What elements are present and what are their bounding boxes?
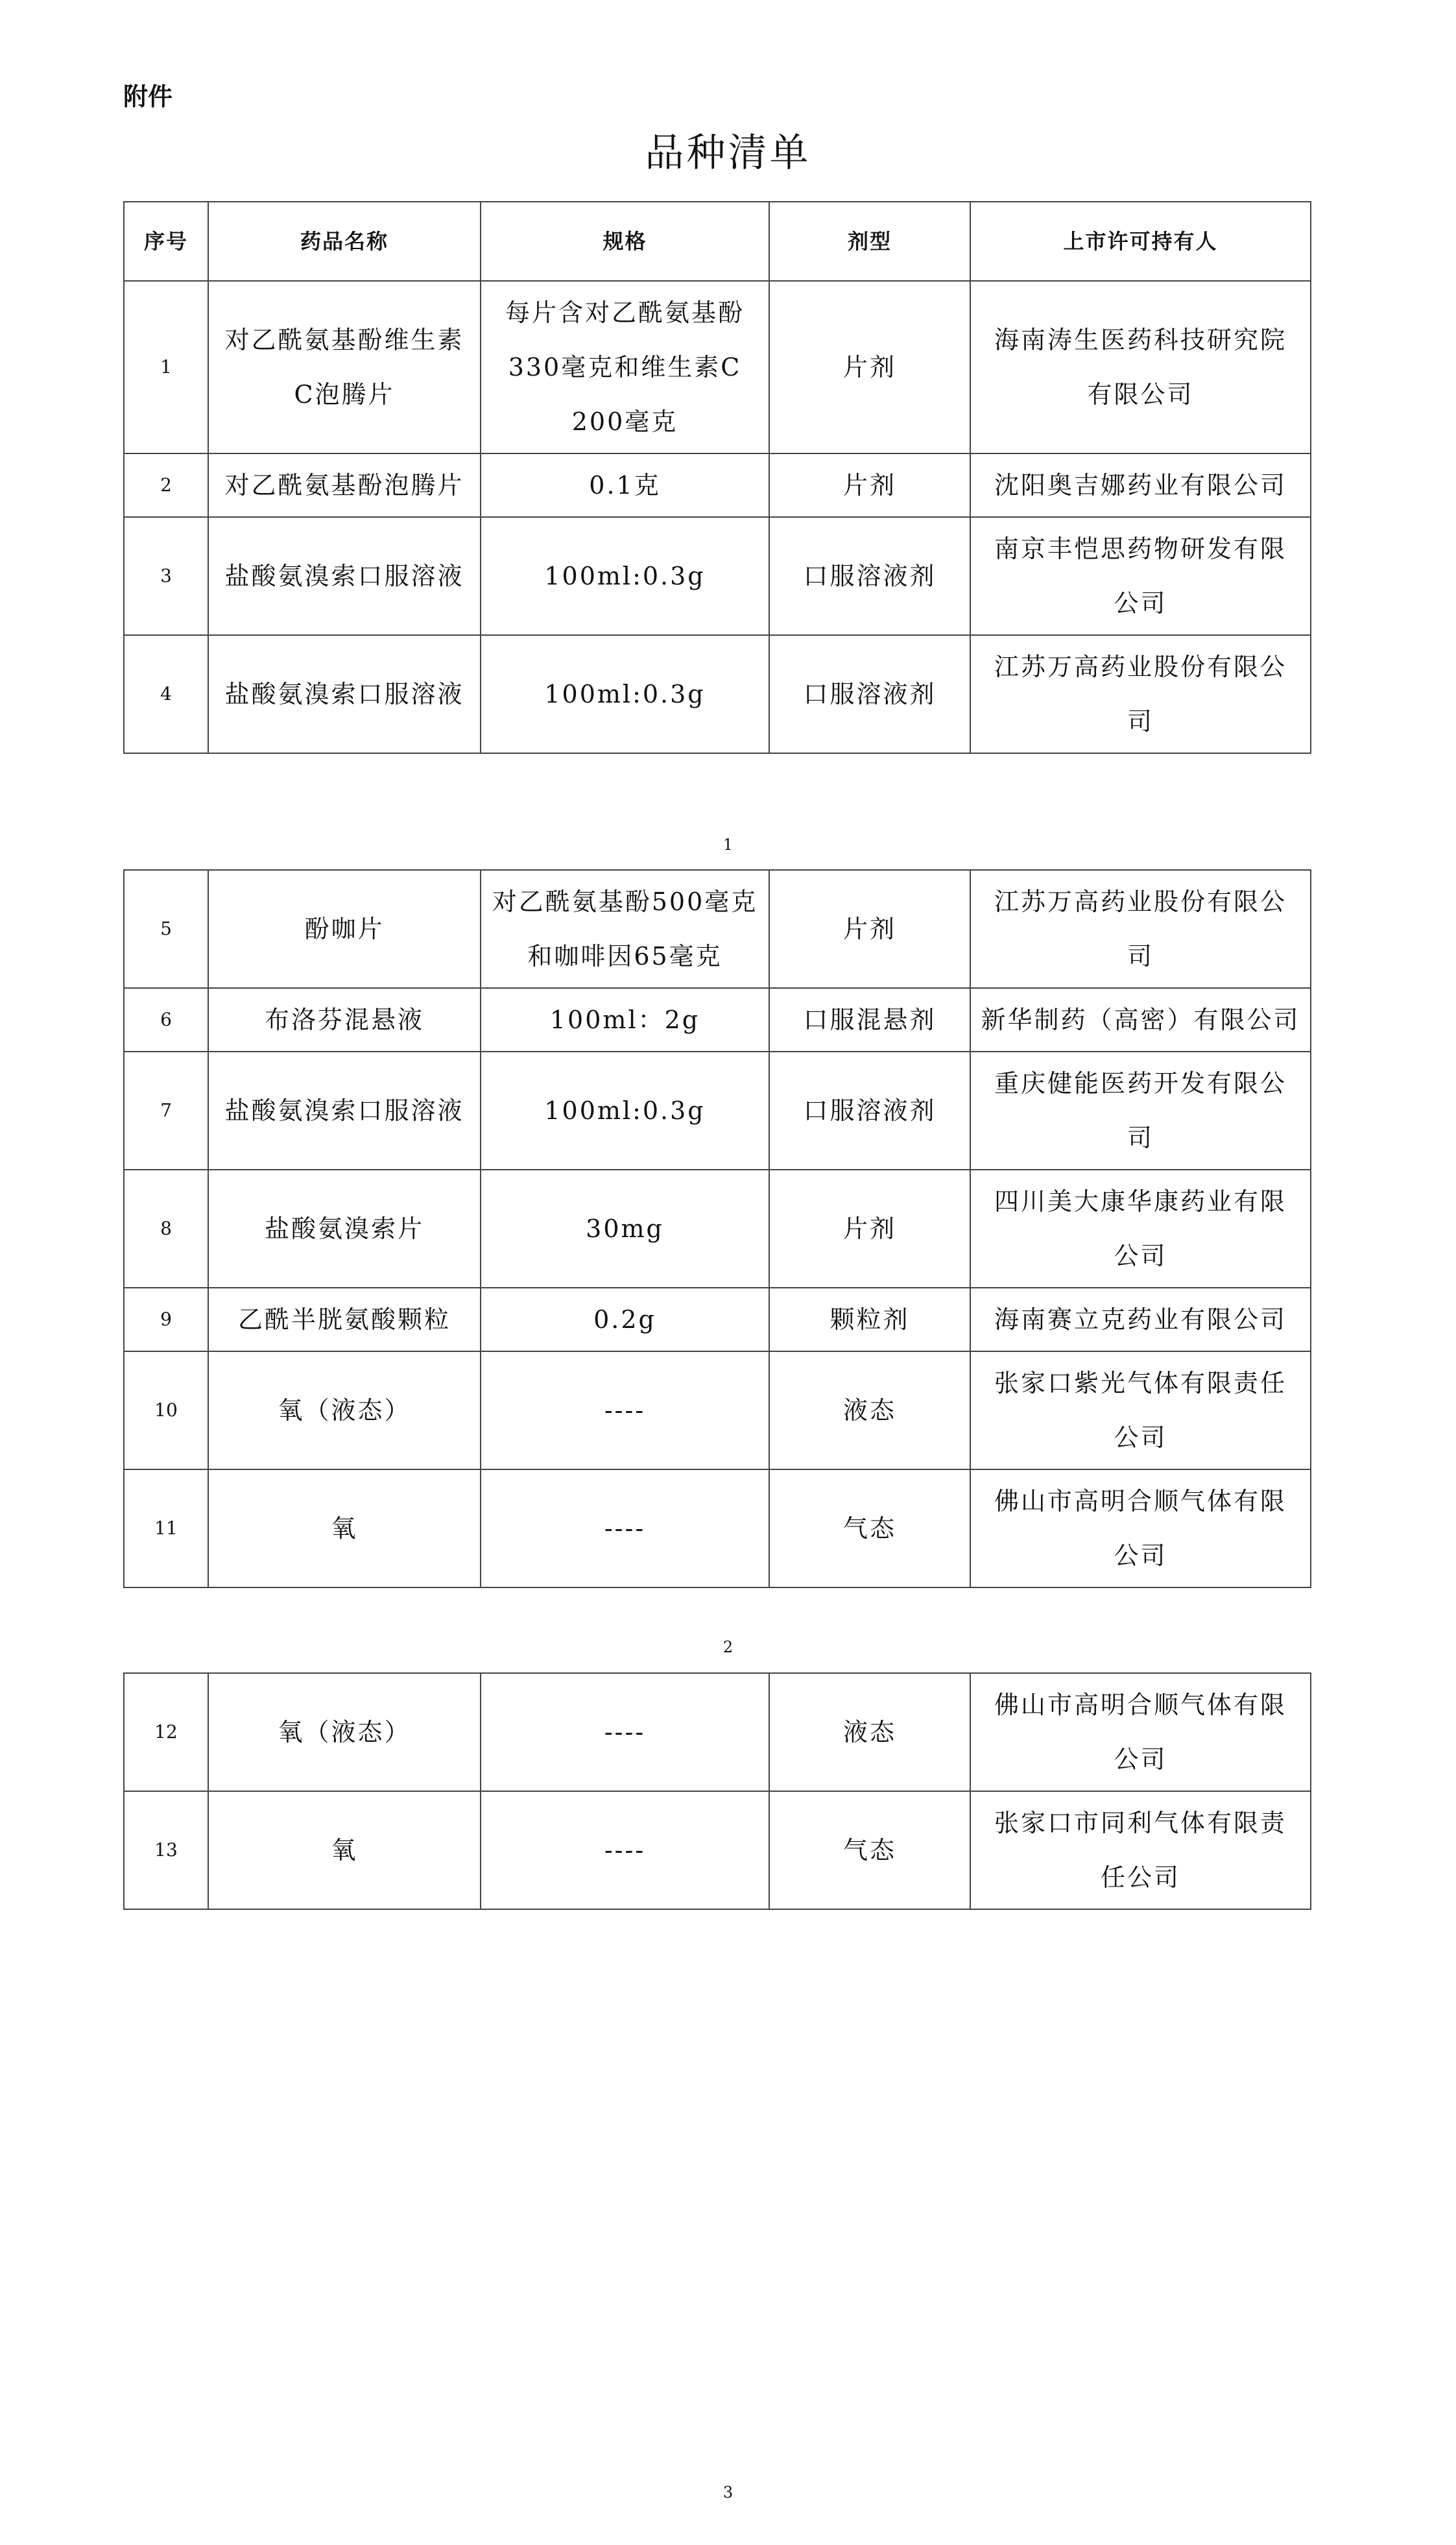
cell-line: 江苏万高药业股份有限公 bbox=[994, 653, 1287, 681]
cell-line: 佛山市高明合顺气体有限 bbox=[994, 1487, 1287, 1515]
cell-line: 颗粒剂 bbox=[829, 1305, 910, 1334]
cell-line: 100ml：2g bbox=[549, 1006, 700, 1034]
cell-spec bbox=[481, 517, 769, 635]
table-row bbox=[124, 1052, 1311, 1170]
cell-spec bbox=[481, 1288, 769, 1351]
cell-line: 张家口紫光气体有限责任 bbox=[994, 1369, 1287, 1397]
cell-line: 司 bbox=[1127, 1124, 1154, 1152]
cell-line: 重庆健能医药开发有限公 bbox=[994, 1069, 1287, 1098]
cell-dosage-form bbox=[769, 988, 970, 1052]
cell-holder bbox=[970, 1791, 1311, 1909]
cell-spec bbox=[481, 1469, 769, 1587]
cell-holder bbox=[970, 517, 1311, 635]
cell-line: 片剂 bbox=[842, 1214, 896, 1243]
cell-line: 氧 bbox=[331, 1836, 358, 1864]
cell-no: 6 bbox=[124, 988, 208, 1052]
cell-drug-name bbox=[208, 1170, 481, 1288]
header-drug-name: 药品名称 bbox=[208, 202, 481, 281]
cell-holder bbox=[970, 1052, 1311, 1170]
table-row bbox=[124, 635, 1311, 753]
header-spec: 规格 bbox=[481, 202, 769, 281]
cell-line: 口服混悬剂 bbox=[803, 1006, 937, 1034]
cell-holder bbox=[970, 988, 1311, 1052]
table-row bbox=[124, 517, 1311, 635]
cell-line: 司 bbox=[1127, 707, 1154, 736]
cell-dosage-form bbox=[769, 1351, 970, 1469]
cell-drug-name bbox=[208, 1469, 481, 1587]
cell-line: 酚咖片 bbox=[304, 915, 385, 943]
table-header-row bbox=[124, 202, 1311, 281]
cell-no: 8 bbox=[124, 1170, 208, 1288]
cell-dosage-form bbox=[769, 1469, 970, 1587]
page-title: 品种清单 bbox=[645, 130, 811, 176]
cell-line: 有限公司 bbox=[1087, 380, 1194, 409]
cell-no: 12 bbox=[124, 1673, 208, 1791]
cell-drug-name bbox=[208, 1052, 481, 1170]
cell-line: 每片含对乙酰氨基酚 bbox=[505, 298, 745, 327]
cell-line: 新华制药（高密）有限公司 bbox=[981, 1006, 1300, 1034]
table-row bbox=[124, 281, 1311, 453]
cell-line: 片剂 bbox=[842, 471, 896, 500]
cell-line: 口服溶液剂 bbox=[803, 1096, 937, 1125]
cell-drug-name bbox=[208, 1288, 481, 1351]
cell-drug-name bbox=[208, 1791, 481, 1909]
cell-line: 对乙酰氨基酚泡腾片 bbox=[224, 471, 464, 500]
cell-line: 氧 bbox=[331, 1514, 358, 1543]
cell-dosage-form bbox=[769, 870, 970, 988]
cell-line: 气态 bbox=[842, 1836, 896, 1864]
cell-dosage-form bbox=[769, 453, 970, 517]
cell-line: 和咖啡因65毫克 bbox=[527, 942, 722, 971]
cell-line: 口服溶液剂 bbox=[803, 562, 937, 590]
cell-line: 100ml:0.3g bbox=[544, 1096, 706, 1125]
cell-holder bbox=[970, 1288, 1311, 1351]
cell-holder bbox=[970, 1170, 1311, 1288]
cell-no: 10 bbox=[124, 1351, 208, 1469]
cell-spec bbox=[481, 281, 769, 453]
cell-dosage-form bbox=[769, 635, 970, 753]
cell-line: 海南赛立克药业有限公司 bbox=[994, 1305, 1287, 1334]
cell-no: 1 bbox=[124, 281, 208, 453]
cell-dosage-form bbox=[769, 1673, 970, 1791]
cell-line: ---- bbox=[604, 1514, 646, 1543]
cell-line: 公司 bbox=[1114, 1242, 1167, 1270]
cell-line: 四川美大康华康药业有限 bbox=[994, 1187, 1287, 1216]
cell-spec bbox=[481, 453, 769, 517]
cell-line: 公司 bbox=[1114, 1423, 1167, 1452]
cell-line: 任公司 bbox=[1100, 1863, 1180, 1892]
table-row bbox=[124, 870, 1311, 988]
cell-line: ---- bbox=[604, 1396, 646, 1425]
cell-line: 200毫克 bbox=[571, 407, 678, 436]
cell-spec bbox=[481, 870, 769, 988]
table-row bbox=[124, 1170, 1311, 1288]
cell-dosage-form bbox=[769, 1052, 970, 1170]
cell-dosage-form bbox=[769, 1288, 970, 1351]
cell-drug-name bbox=[208, 281, 481, 453]
page-number: 1 bbox=[722, 836, 734, 854]
cell-line: ---- bbox=[604, 1718, 646, 1746]
cell-drug-name bbox=[208, 988, 481, 1052]
cell-drug-name bbox=[208, 1673, 481, 1791]
varieties-table-page-1 bbox=[123, 201, 1311, 754]
cell-line: 佛山市高明合顺气体有限 bbox=[994, 1691, 1287, 1719]
cell-line: 公司 bbox=[1114, 589, 1167, 618]
cell-holder bbox=[970, 1351, 1311, 1469]
cell-holder bbox=[970, 870, 1311, 988]
cell-spec bbox=[481, 1673, 769, 1791]
cell-line: 对乙酰氨基酚维生素 bbox=[224, 326, 464, 354]
cell-line: 公司 bbox=[1114, 1541, 1167, 1570]
attachment-label: 附件 bbox=[123, 82, 173, 111]
cell-line: 氧（液态） bbox=[278, 1396, 411, 1425]
cell-line: 张家口市同利气体有限责 bbox=[994, 1809, 1287, 1837]
cell-line: 气态 bbox=[842, 1514, 896, 1543]
cell-line: 对乙酰氨基酚500毫克 bbox=[492, 887, 758, 916]
cell-spec bbox=[481, 1791, 769, 1909]
cell-line: 100ml:0.3g bbox=[544, 680, 706, 708]
cell-line: 片剂 bbox=[842, 915, 896, 943]
cell-drug-name bbox=[208, 635, 481, 753]
table-row bbox=[124, 1469, 1311, 1587]
cell-spec bbox=[481, 1351, 769, 1469]
cell-line: 盐酸氨溴索口服溶液 bbox=[224, 562, 464, 590]
cell-line: ---- bbox=[604, 1836, 646, 1864]
cell-no: 4 bbox=[124, 635, 208, 753]
cell-line: 沈阳奥吉娜药业有限公司 bbox=[994, 471, 1287, 500]
cell-holder bbox=[970, 1673, 1311, 1791]
varieties-table-page-2 bbox=[123, 869, 1311, 1588]
table-row bbox=[124, 453, 1311, 517]
cell-no: 7 bbox=[124, 1052, 208, 1170]
cell-no: 9 bbox=[124, 1288, 208, 1351]
cell-line: 盐酸氨溴索口服溶液 bbox=[224, 680, 464, 708]
cell-no: 11 bbox=[124, 1469, 208, 1587]
cell-line: 江苏万高药业股份有限公 bbox=[994, 887, 1287, 916]
cell-dosage-form bbox=[769, 1791, 970, 1909]
cell-line: 液态 bbox=[842, 1718, 896, 1746]
table-row bbox=[124, 1351, 1311, 1469]
header-no: 序号 bbox=[124, 202, 208, 281]
cell-holder bbox=[970, 635, 1311, 753]
cell-line: 液态 bbox=[842, 1396, 896, 1425]
cell-no: 2 bbox=[124, 453, 208, 517]
cell-spec bbox=[481, 635, 769, 753]
table-row bbox=[124, 1288, 1311, 1351]
cell-spec bbox=[481, 1170, 769, 1288]
cell-line: 盐酸氨溴索片 bbox=[264, 1214, 424, 1243]
cell-line: 氧（液态） bbox=[278, 1718, 411, 1746]
cell-line: 南京丰恺思药物研发有限 bbox=[994, 535, 1287, 563]
cell-line: 30mg bbox=[586, 1214, 664, 1243]
cell-line: 司 bbox=[1127, 942, 1154, 971]
cell-line: 口服溶液剂 bbox=[803, 680, 937, 708]
table-row bbox=[124, 988, 1311, 1052]
page-number: 3 bbox=[722, 2483, 734, 2502]
cell-holder bbox=[970, 453, 1311, 517]
cell-dosage-form bbox=[769, 517, 970, 635]
cell-line: 公司 bbox=[1114, 1745, 1167, 1774]
varieties-table-page-3 bbox=[123, 1672, 1311, 1910]
cell-line: 盐酸氨溴索口服溶液 bbox=[224, 1096, 464, 1125]
cell-line: C泡腾片 bbox=[294, 380, 395, 409]
cell-line: 布洛芬混悬液 bbox=[264, 1006, 424, 1034]
page-number: 2 bbox=[722, 1638, 734, 1656]
cell-no: 13 bbox=[124, 1791, 208, 1909]
cell-dosage-form bbox=[769, 1170, 970, 1288]
cell-line: 海南涛生医药科技研究院 bbox=[994, 326, 1287, 354]
table-row bbox=[124, 1673, 1311, 1791]
header-holder: 上市许可持有人 bbox=[970, 202, 1311, 281]
cell-drug-name bbox=[208, 453, 481, 517]
cell-line: 乙酰半胱氨酸颗粒 bbox=[237, 1305, 451, 1334]
cell-spec bbox=[481, 988, 769, 1052]
cell-dosage-form bbox=[769, 281, 970, 453]
table-row bbox=[124, 1791, 1311, 1909]
cell-line: 片剂 bbox=[842, 353, 896, 381]
cell-drug-name bbox=[208, 1351, 481, 1469]
cell-drug-name bbox=[208, 517, 481, 635]
cell-holder bbox=[970, 281, 1311, 453]
cell-line: 0.2g bbox=[593, 1305, 656, 1334]
cell-no: 3 bbox=[124, 517, 208, 635]
cell-no: 5 bbox=[124, 870, 208, 988]
cell-line: 100ml:0.3g bbox=[544, 562, 706, 590]
cell-drug-name bbox=[208, 870, 481, 988]
cell-spec bbox=[481, 1052, 769, 1170]
cell-line: 330毫克和维生素C bbox=[508, 353, 742, 381]
cell-line: 0.1克 bbox=[589, 471, 661, 500]
cell-holder bbox=[970, 1469, 1311, 1587]
header-dosage-form: 剂型 bbox=[769, 202, 970, 281]
